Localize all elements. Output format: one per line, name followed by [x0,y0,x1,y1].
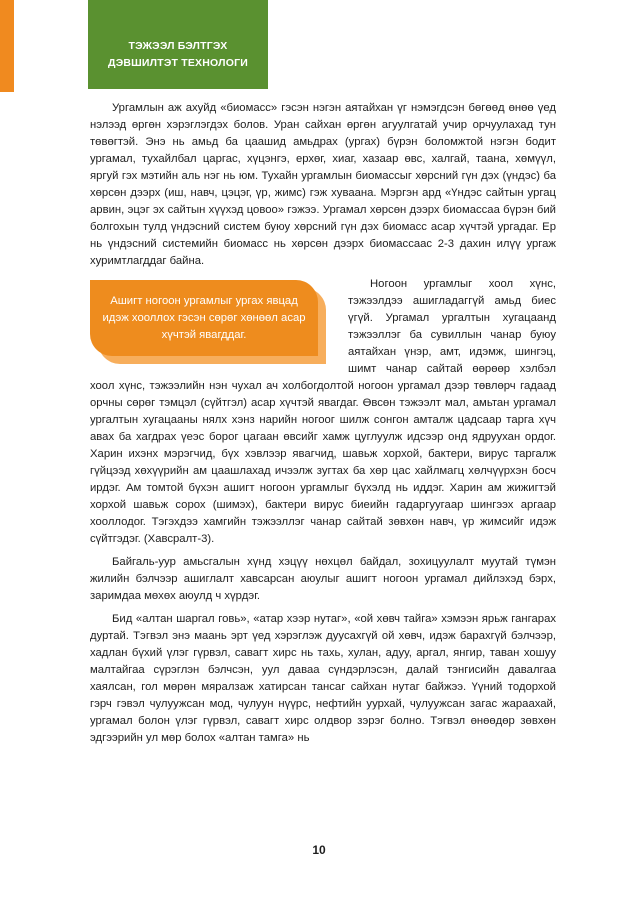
chapter-header-tab [88,0,268,89]
orange-edge-strip [0,0,14,92]
callout-quote [90,280,336,370]
paragraph-2: Ногоон ургамлыг хоол хүнс, тэжээлдээ ашигладаггүй амьд биес үгүй. Ургамал ургалтын хугацаанд тэжээллэг ба сувиллын чанар буюу аятайхан үнэр, амт, идэмж, шингэц, шимт чанар сайтай өөрөөр хэлбэл хоол хүнс, тэжээлийн нэн чухал ач холбогдолтой ногоон ургамал дээр төвлөрч гадаад орчны сөрөг тэмцэл (сүйтгэл) асар хүчтэй явагдаг. Өвсөн тэжээлт мал, амьтан ургамал ургалтын хугацааны нялх хэнз нарийн ногоог шилж сонгон амталж цадсаар тарга хүч авах ба хагдрах үеэс борог цагаан өвсийг хамж цуглуулж идсээр онд ядруухан ордог. Харин ихэнх мэрэгчид, бүх хэвлээр явагчид, шавьж хорхой, бактери, вирус таргалж гүйцээд хөхүүрийн ам цаашлахад ичээлж зугтах ба хөр цас хайлмагц хөлчүүрхэн босч ирдэг. Ам томтой бүхэн ашигт ногоон ургамлыг бүхэлд нь иддэг. Харин ам жижигтэй хорхой шавьж сорох (шимэх), бактери вирус биеийн гадаргуугаар шингээх аргаар хооллодог. Тэгэхдээ хамгийн тэжээллэг чанар сайтай зөвхөн навч, үр жимсийг идэж сүйтгэдэг. (Хавсралт-3). [90,278,556,545]
paragraph-3: Байгаль-уур амьсгалын хүнд хэцүү нөхцөл байдал, зохицуулалт муутай түмэн жилийн бэлчээр ашиглалт хавсарсан аюулыг ашигт ногоон ургамал дийлэхэд бэрх, заримдаа мөхөх аюулд ч хүрдэг. [90,556,556,602]
chapter-title-line-1: ТЭЖЭЭЛ БЭЛТГЭХ [128,40,228,52]
paragraph-4: Бид «алтан шаргал говь», «атар хээр нутаг», «ой хөвч тайга» хэмээн ярьж гангарах дуртай. Тэгвэл энэ маань эрт үед хэрэглэж дуусахгүй ой хөвч, идэж барахгүй бэлчээр, хадлан бүхий үлэг гүрвэл, савагт хирс нь тахь, хулан, адуу, аргал, янгир, таван хошуу малтайгаа сүрэглэн бэлчсэн, уул даваа сүндэрлэсэн, далай тэнгисийн давалгаа хаялсан, гол мөрөн мяралзаж хатирсан тансаг сайхан нутаг байжээ. Үүний тодорхой гэрч гэвэл чулуужсан мод, чулуун нүүрс, нефтийн уурхай, чулуужсан загас жараахай, ургамал болон үлэг гүрвэл, савагт хирс олдвор зэрэг болно. Тэгвэл өнөөдөр зөвхөн эдгээрийн ул мөр болох «алтан тамга» нь [90,613,556,744]
body-text [90,100,556,753]
callout-box [90,280,318,356]
chapter-title-line-2: ДЭВШИЛТЭТ ТЕХНОЛОГИ [108,57,248,69]
paragraph-1: Ургамлын аж ахуйд «биомасс» гэсэн нэгэн аятайхан үг нэмэгдсэн бөгөөд өнөө үед нэлээд өргөн хэрэглэгдэх болов. Уран сайхан өргөн агуулгатай учир орчуулахад тун төвөгтэй. Энэ нь амьд ба цаашид амьдрах (ургах) бүрэн боломжтой нэгэн бодит ургамал, тухайлбал царгас, хүцэнгэ, ерхөг, хиаг, хазаар өвс, халгай, таана, хөмүүл, яргуй гэх мэтийн аль нэг нь юм. Тухайн ургамлын биомассыг хөрсний гүн дэх (үндэс) ба хөрсөн дээрх (иш, навч, цэцэг, үр, жимс) гэж хуваана. Мэргэн ард «Үндэс сайтын ургац арвин, эцэг эх сайтын хүүхэд цовоо» гэжээ. Ургамал хөрсөн дээрх биомассаа бүрэн бий болгохын тулд үндэсний систем буюу хөрсний гүн дэх биомасс асар хүчтэй ургадаг. Ер нь үндэсний системийн биомасс нь хөрсөн дээрх биомассаас 2-3 дахин илүү ургаж хуримтлагддаг байна. [90,102,556,267]
callout-text: Ашигт ногоон ургамлыг ургах явцад идэж хооллох гэсэн сөрөг хөнөөл асар хүчтэй явагддаг. [102,294,306,341]
page-number: 10 [312,843,326,857]
